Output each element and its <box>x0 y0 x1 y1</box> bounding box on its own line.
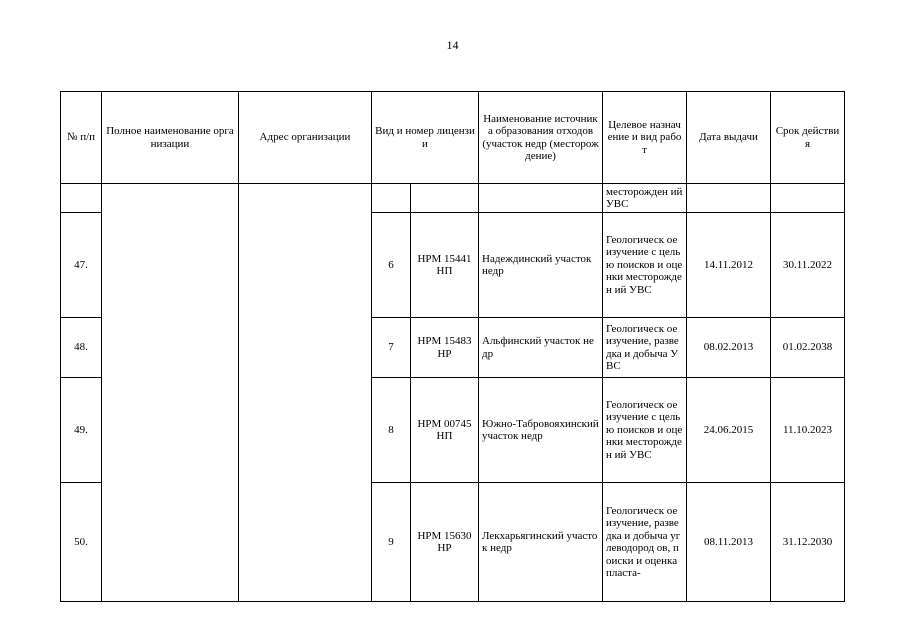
page-number: 14 <box>446 38 459 52</box>
row-issue-date: 24.06.2015 <box>687 378 771 483</box>
cont-num-cell <box>61 184 102 213</box>
row-num: 48. <box>61 318 102 378</box>
license-table <box>60 91 845 602</box>
row-license: НРМ 15630 НР <box>411 483 479 602</box>
header-address: Адрес организации <box>239 92 372 184</box>
cont-license-cell <box>411 184 479 213</box>
row-source: Лекхарьягинский участок недр <box>479 483 603 602</box>
row-num: 50. <box>61 483 102 602</box>
row-purpose: Геологическ ое изучение, разведка и добыча углеводород ов, поиски и оценка пласта- <box>603 483 687 602</box>
cont-purpose-cell: месторожден ий УВС <box>603 184 687 213</box>
header-org-name: Полное наименование организации <box>102 92 239 184</box>
org-name-cell <box>102 184 239 602</box>
address-cell <box>239 184 372 602</box>
row-source: Южно-Табровояхинский участок недр <box>479 378 603 483</box>
row-index: 9 <box>372 483 411 602</box>
row-validity: 11.10.2023 <box>771 378 845 483</box>
row-validity: 31.12.2030 <box>771 483 845 602</box>
cont-source-cell <box>479 184 603 213</box>
row-issue-date: 14.11.2012 <box>687 213 771 318</box>
header-purpose: Целевое назначение и вид работ <box>603 92 687 184</box>
header-issue-date: Дата выдачи <box>687 92 771 184</box>
continuation-row <box>61 184 845 213</box>
row-license: НРМ 00745 НП <box>411 378 479 483</box>
row-purpose: Геологическ ое изучение с целью поисков и оценки месторожден ий УВС <box>603 213 687 318</box>
row-source: Надеждинский участок недр <box>479 213 603 318</box>
row-license: НРМ 15441 НП <box>411 213 479 318</box>
cont-validity-cell <box>771 184 845 213</box>
row-issue-date: 08.02.2013 <box>687 318 771 378</box>
row-validity: 01.02.2038 <box>771 318 845 378</box>
row-purpose: Геологическ ое изучение с целью поисков и оценки месторожден ий УВС <box>603 378 687 483</box>
row-index: 8 <box>372 378 411 483</box>
row-index: 7 <box>372 318 411 378</box>
row-purpose: Геологическ ое изучение, разведка и добыча УВС <box>603 318 687 378</box>
header-source: Наименование источника образования отходов (участок недр (месторождение) <box>479 92 603 184</box>
cont-idx-cell <box>372 184 411 213</box>
row-num: 49. <box>61 378 102 483</box>
row-index: 6 <box>372 213 411 318</box>
row-license: НРМ 15483 НР <box>411 318 479 378</box>
row-validity: 30.11.2022 <box>771 213 845 318</box>
header-row <box>61 92 845 184</box>
row-num: 47. <box>61 213 102 318</box>
header-license: Вид и номер лицензии <box>372 92 479 184</box>
header-validity: Срок действия <box>771 92 845 184</box>
cont-issue-cell <box>687 184 771 213</box>
header-num: № п/п <box>61 92 102 184</box>
row-source: Альфинский участок недр <box>479 318 603 378</box>
row-issue-date: 08.11.2013 <box>687 483 771 602</box>
